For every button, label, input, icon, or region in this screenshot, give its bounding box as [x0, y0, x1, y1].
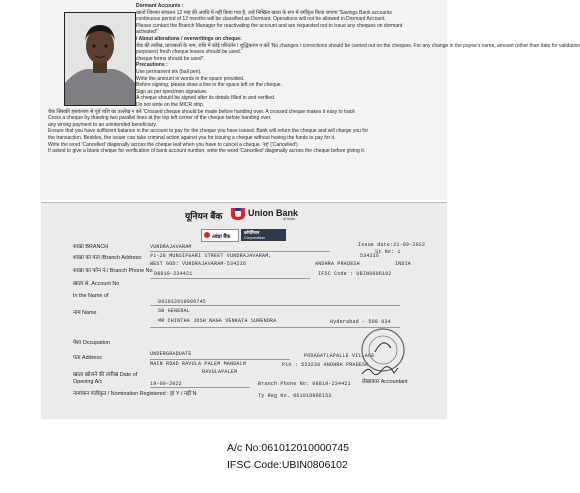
instruction-line: Please contact the Branch Manager for reactivating the account and are requested not to issue any cheques on dormant	[136, 22, 403, 29]
address-line3-value: PODAGATLAPALLE VILLAGE	[304, 353, 375, 359]
instruction-line: activated".	[136, 29, 160, 36]
branch-country-value: INDIA	[395, 261, 412, 267]
instruction-line: Ensure that you have sufficient balance in the account to pay for the cheque you have issued. Bank will return the cheque and will charge you for	[48, 128, 369, 135]
instruction-line: Cross a cheque by drawing two parallel lines at the top left corner of the cheque before handing over.	[48, 115, 272, 122]
address-line1-value: MAIN ROAD RAVULA PALEM MANDALM	[150, 361, 247, 367]
andhra-bank-name: आंध्रा बैंक	[212, 233, 231, 240]
corporation-bank-name: Corporation	[244, 235, 265, 240]
bank-name-sub: of India	[283, 217, 295, 221]
rule-line	[150, 251, 330, 252]
instruction-line: Do not write on the MICR strip.	[136, 102, 205, 108]
account-no-label: खाता सं. Account No	[73, 281, 120, 287]
occupation-value: UNDERGRADUATE	[150, 351, 192, 357]
opening-date-value: 19-09-2022	[150, 381, 183, 387]
name-of-label: In the Name of	[73, 293, 109, 299]
branch-address-line2: WEST GOD: VUNDRAJAVARAM-534216	[150, 261, 247, 267]
address-line4-value: Pin : 533236 ANDHRA PRADESH	[282, 362, 369, 368]
rule-line	[150, 359, 290, 360]
account-number-value: 061012010000745	[158, 299, 207, 305]
instruction-line: Before signing, please draw a line in the space left on the cheque.	[136, 82, 282, 89]
branch-pin-value: 534216	[360, 253, 380, 259]
instruction-line: the transaction. Besides, the issuer can take criminal action against you for issuing a cheque without having the funds to pay for it.	[48, 135, 336, 141]
branch-phone-value: 08819-234421	[154, 271, 193, 277]
date-opening-label: खाता खोलने की तारीख Date of Opening A/c	[73, 372, 138, 385]
instruction-line: चेक जिसकी हस्तांतरण से पूर्व राशि का उल्लेख न करें 'Crossed cheque should be made before handing over. A crossed cheque makes it easy to track	[48, 108, 355, 115]
andhra-bank-logo	[201, 229, 239, 242]
person-portrait-icon	[65, 13, 135, 105]
andhra-bank-emblem-icon	[204, 232, 210, 238]
ty-reg-value: Ty Reg No. 061018986153	[258, 393, 332, 399]
address-line2-value: RAVULAPALEM	[202, 369, 238, 375]
branch-label: शाखा BRANCH	[73, 244, 109, 250]
branch-phone-label: शाखा का फोन नं./ Branch Phone No.	[73, 268, 154, 274]
ifsc-value: IFSC Code : UBIN0806102	[318, 271, 392, 277]
rule-line	[150, 278, 310, 279]
instruction-line: purposes) fresh cheque leaves should be used.'	[136, 49, 243, 56]
branch-state-value: ANDHRA PRADESH	[315, 261, 360, 267]
address-label: पता Address	[73, 355, 102, 361]
instruction-line: cheque forms should be used".	[136, 55, 205, 62]
corporation-bank-logo	[241, 229, 286, 241]
accountant-signature	[360, 364, 400, 378]
ifsc-code-caption: IFSC Code:UBIN0806102	[227, 459, 348, 471]
rule-line	[150, 387, 250, 388]
branch-address-label: शाखा का पता /Branch Address:	[73, 255, 143, 261]
st-no-value: St No: 1	[375, 249, 401, 255]
instruction-line: Precautions :	[136, 62, 168, 69]
bank-name-hindi: यूनियन बैंक	[185, 211, 223, 221]
city-value: Hyderabad - 500 034	[330, 319, 391, 325]
instruction-line: Use permanent ink (ball pen).	[136, 69, 202, 75]
instruction-line: continuous period of 12 months will be classified as Dormant. Operations will not be allowed in Dormant Account.	[136, 16, 386, 23]
occupation-label: पेशा Occupation	[73, 340, 110, 346]
instruction-line: खातों जिनका संचालन 12 माह की अवधि में नहीं किया गया है, उन्हें निष्क्रिय खाता के रूप में वर्गीकृत किया जाएगा 'Savings Bank accounts	[136, 9, 392, 16]
instruction-line: / About alterations / overwritings on cheque:	[136, 36, 242, 42]
rule-line	[150, 305, 400, 306]
branch-phone-2-value: Branch Phone No: 08819-234421	[258, 381, 351, 387]
account-holder-name-value: MR CHINTHA JOSH NAGA VENKATA SURENDRA	[158, 318, 277, 324]
instruction-line: any wrong payment to an unintended beneficiary.	[48, 121, 157, 128]
union-bank-logo-icon	[229, 207, 247, 221]
instruction-line: Write the amount in words in the space provided.	[136, 75, 245, 82]
branch-address-line1: #1-28 MUNSIFGARI STREET VUNDRAJAVARAM,	[150, 253, 272, 259]
account-holder-photo	[64, 12, 136, 106]
instruction-line: A cheque should be signed after its details filled in and verified.	[136, 95, 276, 102]
nomination-label: नामांकन पंजीकृत / Nomination Registered : हां Y / नहीं N	[73, 391, 197, 397]
instruction-line: चेक की तारीख, प्राप्तकर्ता के नाम, राशि में कोई परिवर्तन / शुद्धिकरण न करें 'No changes / corrections should be carried out on the cheques. For any change in the payee's name, amount (other than date for validation	[136, 42, 580, 49]
account-type-value: SB GENERAL	[158, 308, 191, 314]
bank-name: Union Bank	[248, 208, 299, 218]
corporation-bank-name-hindi: कॉर्पोरेशन	[244, 229, 260, 235]
instruction-line: Sign as per specimen signature.	[136, 88, 208, 95]
account-number-caption: A/c No:061012010000745	[227, 442, 350, 454]
issue-date-value: Issue date:21-09-2022	[358, 242, 426, 248]
accountant-label: लेखाकार Accountant	[362, 379, 408, 385]
instruction-line: Write the word 'Cancelled' diagonally across the cheque leaf when you have to cancel a cheque. 'रद्द' ('Cancelled')	[48, 141, 298, 148]
branch-name-value: VUNDRAJAVARAM	[150, 244, 192, 250]
name-label: नाम Name	[73, 310, 97, 316]
instruction-line: If asked to give a blank cheque for verification of bank account number, write the word 'Cancelled' diagonally across the cheque before giving it.	[48, 148, 366, 155]
instruction-line: Dormant Accounts :	[136, 3, 184, 9]
